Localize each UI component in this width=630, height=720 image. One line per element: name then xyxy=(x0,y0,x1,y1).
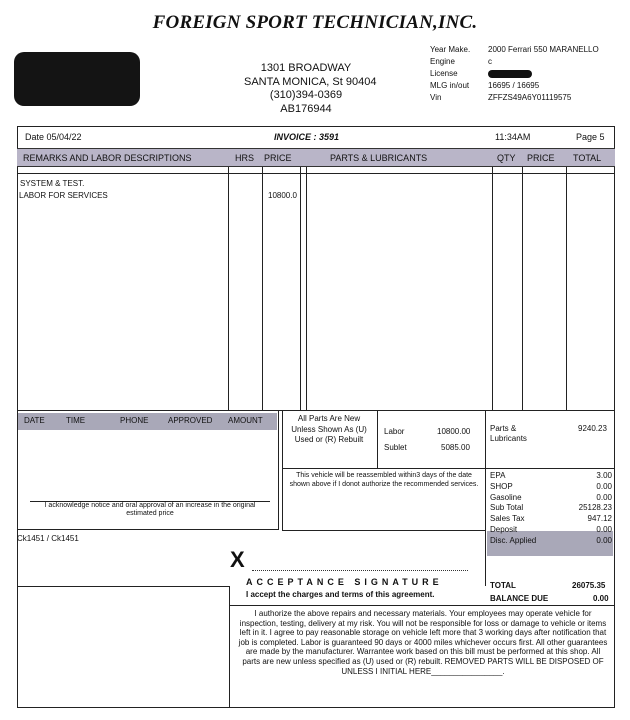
grid-line xyxy=(485,410,486,586)
grand-total-label: TOTAL xyxy=(490,581,516,590)
engine-label: Engine xyxy=(430,57,455,66)
totals-value: 947.12 xyxy=(587,514,612,524)
totals-value: 0.00 xyxy=(596,481,612,491)
totals-row xyxy=(490,482,612,493)
approval-amount-header: AMOUNT xyxy=(228,416,263,425)
grid-line xyxy=(485,468,615,469)
license-label: License xyxy=(430,69,458,78)
totals-row xyxy=(490,514,612,525)
col-remarks: REMARKS AND LABOR DESCRIPTIONS xyxy=(23,153,192,163)
col-total: TOTAL xyxy=(573,153,602,163)
vin-label: Vin xyxy=(430,93,442,102)
column-header-bar xyxy=(17,148,615,167)
totals-row xyxy=(490,525,612,536)
grid-line xyxy=(492,167,493,410)
totals-label: Disc. Applied xyxy=(490,535,537,545)
totals-label: Deposit xyxy=(490,524,518,534)
invoice-number: INVOICE : 3591 xyxy=(274,132,340,142)
year-make-value: 2000 Ferrari 550 MARANELLO xyxy=(488,45,599,54)
address-line: AB176944 xyxy=(280,102,332,115)
grid-line xyxy=(282,530,485,531)
col-hrs: HRS xyxy=(235,153,255,163)
labor-line: LABOR FOR SERVICES xyxy=(19,191,108,200)
parts-summary-value: 9240.23 xyxy=(578,424,607,433)
grid-line xyxy=(230,605,615,606)
grid-line xyxy=(17,173,615,174)
approval-time-header: TIME xyxy=(66,416,86,425)
sublet-summary-value: 5085.00 xyxy=(441,443,470,452)
bottom-left-box xyxy=(17,586,230,708)
grid-line xyxy=(566,167,567,410)
totals-label: EPA xyxy=(490,471,506,480)
signature-line xyxy=(252,570,468,571)
totals-label: Gasoline xyxy=(490,492,522,502)
parts-notice: All Parts Are New Unless Shown As (U) Used or (R) Rebuilt xyxy=(291,414,367,444)
totals-value: 0.00 xyxy=(596,524,612,534)
signature-title: ACCEPTANCE SIGNATURE xyxy=(246,577,443,587)
col-qty: QTY xyxy=(497,153,516,163)
address-line: SANTA MONICA, St 90404 xyxy=(244,75,377,88)
grand-total-value: 26075.35 xyxy=(572,581,606,590)
approval-approved-header: APPROVED xyxy=(168,416,213,425)
redacted-logo xyxy=(14,52,140,106)
invoice-date: Date 05/04/22 xyxy=(25,132,82,142)
approval-phone-header: PHONE xyxy=(120,416,149,425)
totals-value: 0.00 xyxy=(596,535,612,545)
col-price: PRICE xyxy=(264,153,292,163)
grid-line xyxy=(300,167,301,410)
grid-line xyxy=(262,167,263,410)
mlg-label: MLG in/out xyxy=(430,81,470,90)
labor-price: 10800.0 xyxy=(268,191,297,200)
col-price2: PRICE xyxy=(527,153,555,163)
totals-row xyxy=(490,503,612,514)
engine-value: c xyxy=(488,57,492,66)
labor-summary-label: Labor xyxy=(384,427,405,436)
address-line: (310)394-0369 xyxy=(269,89,343,101)
address-line: 1301 BROADWAY xyxy=(260,62,352,74)
mlg-value: 16695 / 16695 xyxy=(488,81,540,90)
grid-line xyxy=(522,167,523,410)
totals-row xyxy=(490,493,612,504)
signature-x-mark: X xyxy=(230,547,245,572)
balance-due-value: 0.00 xyxy=(593,594,609,603)
license-redaction xyxy=(488,70,532,78)
invoice-page: Page 5 xyxy=(576,132,605,142)
company-name: FOREIGN SPORT TECHNICIAN,INC. xyxy=(152,12,478,33)
acknowledge-text: I acknowledge notice and oral approval of an increase in the original estimated price xyxy=(44,502,256,517)
totals-value: 0.00 xyxy=(596,492,612,502)
grid-line xyxy=(377,410,378,468)
invoice-header-row xyxy=(17,126,615,148)
totals-label: Sales Tax xyxy=(490,514,525,524)
labor-summary-value: 10800.00 xyxy=(437,427,471,436)
reassembly-notice: This vehicle will be reassembled within3 days of the date shown above if I donot authorize the recommended services. xyxy=(289,472,479,488)
totals-value: 3.00 xyxy=(596,471,612,480)
col-parts: PARTS & LUBRICANTS xyxy=(330,153,428,163)
totals-row xyxy=(490,471,612,482)
totals-row xyxy=(490,536,612,547)
totals-value: 25128.23 xyxy=(578,503,612,513)
grid-line xyxy=(228,167,229,410)
grid-line xyxy=(282,410,283,530)
parts-summary-label: Parts & Lubricants xyxy=(490,424,527,443)
check-numbers: Ck1451 / Ck1451 xyxy=(17,534,79,543)
authorization-text: I authorize the above repairs and necessary materials. Your employees may operate vehicle for inspection, testing, delivery at my risk. You will not be responsible for loss or damage to vehicle or items left in it. I agree to pay reasonable storage on vehicle left more that 3 working days after notification that job is completed. Labor is guaranteed 90 days or 4000 miles whichever occurs first. All other guarantees are made by the manufacturer. Warrantee work based on this bill must be performed at this shop. All parts are new unless specified as (U) used or (R) rebuilt. REMOVED PARTS WILL BE DISPOSED OF UNLESS I INITIAL HERE________________. xyxy=(238,609,608,676)
totals-label: SHOP xyxy=(490,481,513,491)
balance-due-label: BALANCE DUE xyxy=(490,594,549,603)
totals-list xyxy=(490,471,612,547)
approval-date-header: DATE xyxy=(24,416,45,425)
year-make-label: Year Make. xyxy=(430,45,471,54)
grid-line xyxy=(282,468,485,469)
totals-label: Sub Total xyxy=(490,503,524,513)
vin-value: ZFFZS49A6Y01119575 xyxy=(488,93,572,102)
signature-subtitle: I accept the charges and terms of this agreement. xyxy=(246,590,435,599)
sublet-summary-label: Sublet xyxy=(384,443,407,452)
invoice-time: 11:34AM xyxy=(495,132,531,142)
grid-line xyxy=(306,167,307,410)
vehicle-info xyxy=(430,44,599,104)
labor-line: SYSTEM & TEST. xyxy=(20,179,85,188)
company-address xyxy=(244,62,377,116)
